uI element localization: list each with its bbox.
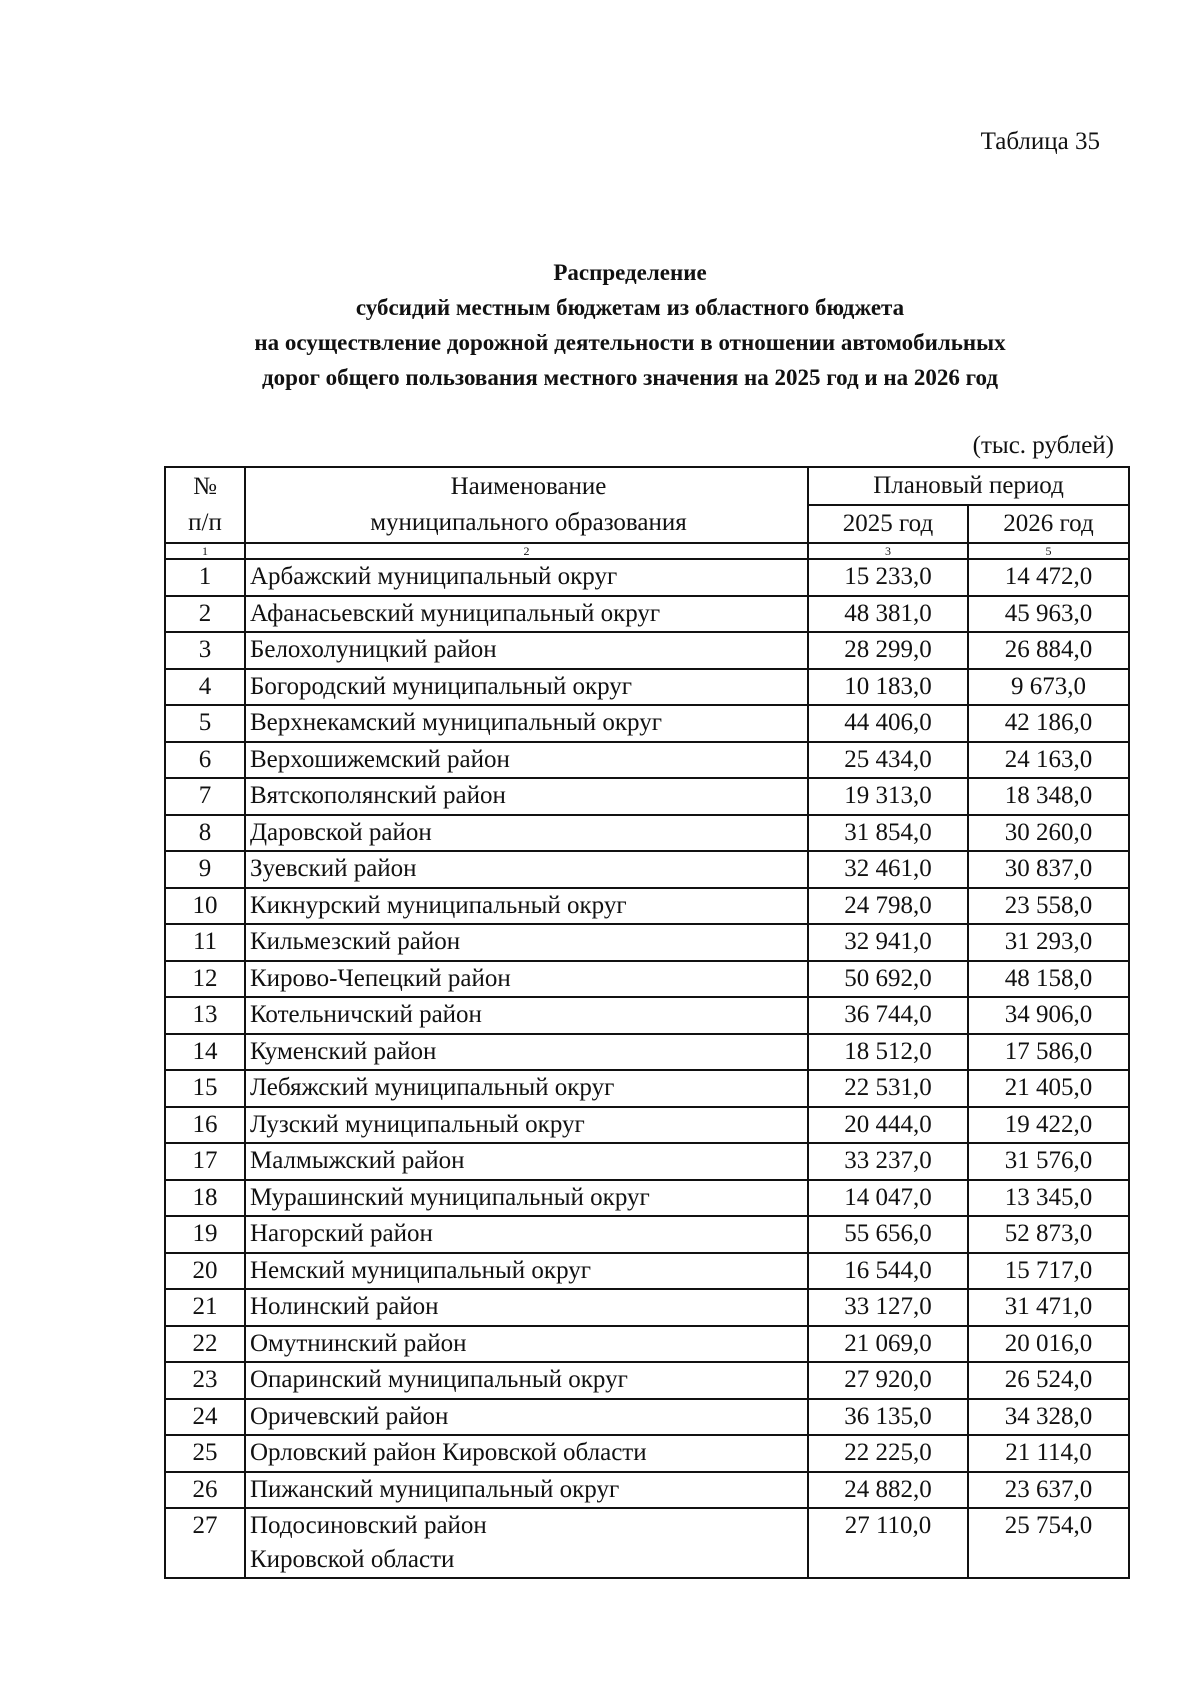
municipality-name-line2: Кировской области <box>250 1546 455 1573</box>
row-number: 19 <box>165 1216 245 1253</box>
municipality-name: Омутнинский район <box>245 1326 808 1363</box>
value-2025: 24 798,0 <box>808 888 968 925</box>
table-row <box>165 1399 1129 1436</box>
column-index: 3 <box>808 543 968 559</box>
row-number: 16 <box>165 1107 245 1144</box>
units-note: (тыс. рублей) <box>972 432 1114 459</box>
municipality-name: Вятскополянский район <box>245 778 808 815</box>
row-number: 5 <box>165 705 245 742</box>
table-row <box>165 961 1129 998</box>
value-2026: 31 471,0 <box>968 1289 1129 1326</box>
title-line: дорог общего пользования местного значения на 2025 год и на 2026 год <box>262 365 998 390</box>
municipality-name: Котельничский район <box>245 997 808 1034</box>
row-number: 17 <box>165 1143 245 1180</box>
row-number: 13 <box>165 997 245 1034</box>
row-number: 26 <box>165 1472 245 1509</box>
table-row <box>165 1435 1129 1472</box>
row-number: 25 <box>165 1435 245 1472</box>
row-number: 3 <box>165 632 245 669</box>
row-number: 11 <box>165 924 245 961</box>
title-line: на осуществление дорожной деятельности в отношении автомобильных <box>254 330 1006 355</box>
value-2026: 26 524,0 <box>968 1362 1129 1399</box>
value-2026: 48 158,0 <box>968 961 1129 998</box>
table-row <box>165 1508 1129 1578</box>
value-2025: 24 882,0 <box>808 1472 968 1509</box>
value-2026: 52 873,0 <box>968 1216 1129 1253</box>
value-2026: 34 906,0 <box>968 997 1129 1034</box>
header-num-cell <box>165 467 245 543</box>
value-2025: 27 920,0 <box>808 1362 968 1399</box>
table-row <box>165 632 1129 669</box>
value-2025: 10 183,0 <box>808 669 968 706</box>
value-2026: 30 260,0 <box>968 815 1129 852</box>
value-2025: 48 381,0 <box>808 596 968 633</box>
municipality-name: Оричевский район <box>245 1399 808 1436</box>
row-number: 6 <box>165 742 245 779</box>
row-number: 12 <box>165 961 245 998</box>
header-row <box>165 467 1129 505</box>
row-number: 22 <box>165 1326 245 1363</box>
header-num-symbol: № <box>193 473 217 500</box>
table-row <box>165 1253 1129 1290</box>
municipality-name: Верхнекамский муниципальный округ <box>245 705 808 742</box>
row-number: 1 <box>165 559 245 596</box>
header-period: Плановый период <box>808 467 1129 505</box>
municipality-name: Зуевский район <box>245 851 808 888</box>
value-2025: 25 434,0 <box>808 742 968 779</box>
row-number: 23 <box>165 1362 245 1399</box>
municipality-name: Белохолуницкий район <box>245 632 808 669</box>
row-number: 15 <box>165 1070 245 1107</box>
column-index: 5 <box>968 543 1129 559</box>
table-row <box>165 778 1129 815</box>
row-number: 4 <box>165 669 245 706</box>
table-row <box>165 705 1129 742</box>
municipality-name: Малмыжский район <box>245 1143 808 1180</box>
value-2025: 33 127,0 <box>808 1289 968 1326</box>
row-number: 2 <box>165 596 245 633</box>
value-2025: 28 299,0 <box>808 632 968 669</box>
table-row <box>165 1143 1129 1180</box>
value-2025: 31 854,0 <box>808 815 968 852</box>
municipality-name: Пижанский муниципальный округ <box>245 1472 808 1509</box>
table-row <box>165 815 1129 852</box>
municipality-name: Немский муниципальный округ <box>245 1253 808 1290</box>
table-row <box>165 1289 1129 1326</box>
municipality-name: Арбажский муниципальный округ <box>245 559 808 596</box>
value-2026: 42 186,0 <box>968 705 1129 742</box>
value-2026: 14 472,0 <box>968 559 1129 596</box>
row-number: 7 <box>165 778 245 815</box>
table-row <box>165 596 1129 633</box>
table-row <box>165 1180 1129 1217</box>
table-row <box>165 1107 1129 1144</box>
table-row <box>165 1034 1129 1071</box>
row-number: 8 <box>165 815 245 852</box>
value-2026: 34 328,0 <box>968 1399 1129 1436</box>
header-name-line2: муниципального образования <box>370 509 687 536</box>
table-row <box>165 1216 1129 1253</box>
table-number-label: Таблица 35 <box>980 128 1100 155</box>
municipality-name: Орловский район Кировской области <box>245 1435 808 1472</box>
table-row <box>165 742 1129 779</box>
table-row <box>165 1326 1129 1363</box>
header-year-2025: 2025 год <box>808 505 968 543</box>
value-2026: 15 717,0 <box>968 1253 1129 1290</box>
value-2026: 25 754,0 <box>968 1508 1129 1578</box>
value-2025: 32 461,0 <box>808 851 968 888</box>
header-year-2026: 2026 год <box>968 505 1129 543</box>
row-number: 20 <box>165 1253 245 1290</box>
header-name-line1: Наименование <box>450 473 607 500</box>
value-2026: 17 586,0 <box>968 1034 1129 1071</box>
header-name-cell <box>245 467 808 543</box>
value-2026: 13 345,0 <box>968 1180 1129 1217</box>
value-2026: 9 673,0 <box>968 669 1129 706</box>
table-row <box>165 1472 1129 1509</box>
column-index: 1 <box>165 543 245 559</box>
value-2026: 30 837,0 <box>968 851 1129 888</box>
municipality-name: Кикнурский муниципальный округ <box>245 888 808 925</box>
municipality-name <box>245 1508 808 1578</box>
value-2026: 23 637,0 <box>968 1472 1129 1509</box>
table-row <box>165 669 1129 706</box>
column-index-row <box>165 543 1129 559</box>
table-row <box>165 559 1129 596</box>
value-2026: 21 405,0 <box>968 1070 1129 1107</box>
value-2026: 23 558,0 <box>968 888 1129 925</box>
value-2025: 36 744,0 <box>808 997 968 1034</box>
table-row <box>165 1362 1129 1399</box>
municipality-name-line1: Подосиновский район <box>250 1512 487 1539</box>
value-2025: 32 941,0 <box>808 924 968 961</box>
title-line: Распределение <box>553 260 707 285</box>
row-number: 10 <box>165 888 245 925</box>
value-2026: 20 016,0 <box>968 1326 1129 1363</box>
municipality-name: Нолинский район <box>245 1289 808 1326</box>
subsidy-table <box>164 466 1130 1579</box>
municipality-name: Лузский муниципальный округ <box>245 1107 808 1144</box>
row-number: 18 <box>165 1180 245 1217</box>
row-number: 27 <box>165 1508 245 1578</box>
document-title <box>150 255 1110 395</box>
municipality-name: Кильмезский район <box>245 924 808 961</box>
value-2026: 21 114,0 <box>968 1435 1129 1472</box>
value-2026: 24 163,0 <box>968 742 1129 779</box>
value-2025: 55 656,0 <box>808 1216 968 1253</box>
table-row <box>165 851 1129 888</box>
value-2025: 15 233,0 <box>808 559 968 596</box>
title-line: субсидий местным бюджетам из областного бюджета <box>355 295 905 320</box>
municipality-name: Куменский район <box>245 1034 808 1071</box>
municipality-name: Мурашинский муниципальный округ <box>245 1180 808 1217</box>
value-2025: 27 110,0 <box>808 1508 968 1578</box>
row-number: 21 <box>165 1289 245 1326</box>
value-2025: 33 237,0 <box>808 1143 968 1180</box>
value-2025: 22 225,0 <box>808 1435 968 1472</box>
table-row <box>165 888 1129 925</box>
row-number: 14 <box>165 1034 245 1071</box>
table-row <box>165 924 1129 961</box>
header-num-abbr: п/п <box>188 509 222 536</box>
value-2026: 31 293,0 <box>968 924 1129 961</box>
value-2025: 14 047,0 <box>808 1180 968 1217</box>
municipality-name: Кирово-Чепецкий район <box>245 961 808 998</box>
row-number: 24 <box>165 1399 245 1436</box>
value-2025: 44 406,0 <box>808 705 968 742</box>
value-2026: 45 963,0 <box>968 596 1129 633</box>
municipality-name: Опаринский муниципальный округ <box>245 1362 808 1399</box>
value-2026: 31 576,0 <box>968 1143 1129 1180</box>
table-row <box>165 1070 1129 1107</box>
column-index: 2 <box>245 543 808 559</box>
municipality-name: Нагорский район <box>245 1216 808 1253</box>
municipality-name: Даровской район <box>245 815 808 852</box>
value-2026: 26 884,0 <box>968 632 1129 669</box>
value-2026: 18 348,0 <box>968 778 1129 815</box>
value-2025: 21 069,0 <box>808 1326 968 1363</box>
value-2026: 19 422,0 <box>968 1107 1129 1144</box>
value-2025: 19 313,0 <box>808 778 968 815</box>
municipality-name: Богородский муниципальный округ <box>245 669 808 706</box>
municipality-name: Верхошижемский район <box>245 742 808 779</box>
value-2025: 18 512,0 <box>808 1034 968 1071</box>
municipality-name: Афанасьевский муниципальный округ <box>245 596 808 633</box>
value-2025: 16 544,0 <box>808 1253 968 1290</box>
table-row <box>165 997 1129 1034</box>
value-2025: 36 135,0 <box>808 1399 968 1436</box>
value-2025: 22 531,0 <box>808 1070 968 1107</box>
value-2025: 50 692,0 <box>808 961 968 998</box>
value-2025: 20 444,0 <box>808 1107 968 1144</box>
row-number: 9 <box>165 851 245 888</box>
municipality-name: Лебяжский муниципальный округ <box>245 1070 808 1107</box>
